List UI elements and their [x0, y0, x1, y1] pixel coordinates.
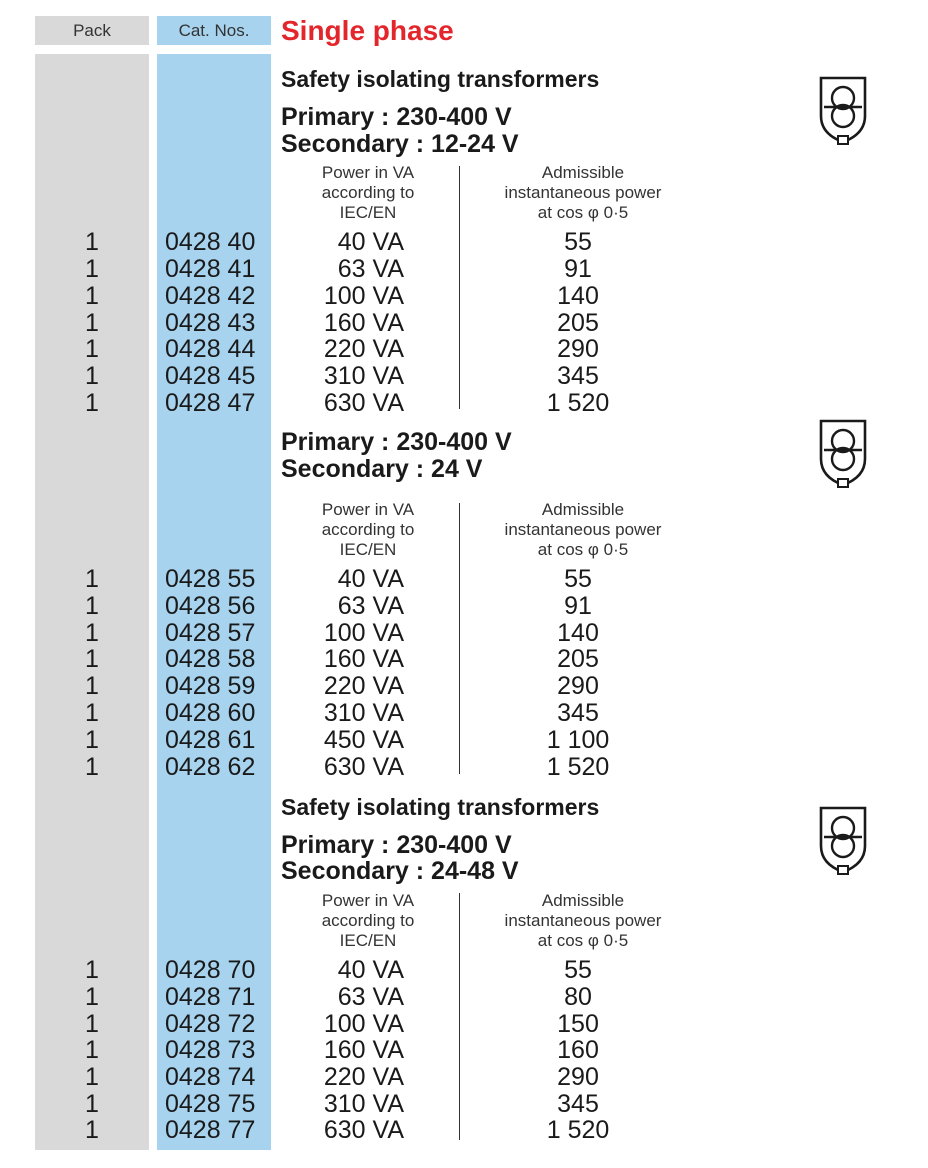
table-row: 1 0428 41 63 VA 91	[85, 255, 592, 283]
table-row: 1 0428 60 310 VA 345	[85, 699, 599, 727]
power-column-header: Power in VA according to IEC/EN	[321, 891, 415, 950]
secondary-voltage: Secondary : 24 V	[281, 455, 483, 483]
table-row: 1 0428 74 220 VA 290	[85, 1063, 599, 1091]
table-row: 1 0428 61 450 VA 1 100	[85, 726, 610, 754]
table-row: 1 0428 45 310 VA 345	[85, 362, 599, 390]
section-heading: Safety isolating transformers	[281, 66, 600, 92]
admissible-column-header: Admissible instantaneous power at cos φ 0·5	[504, 500, 662, 559]
safety-transformer-symbol-icon	[818, 419, 868, 489]
safety-transformer-symbol-icon	[818, 806, 868, 876]
admissible-column-header: Admissible instantaneous power at cos φ 0·5	[504, 891, 662, 950]
table-row: 1 0428 47 630 VA 1 520	[85, 389, 610, 417]
primary-voltage: Primary : 230-400 V	[281, 428, 512, 456]
table-row: 1 0428 43 160 VA 205	[85, 309, 599, 337]
table-row: 1 0428 44 220 VA 290	[85, 335, 599, 363]
table-row: 1 0428 56 63 VA 91	[85, 592, 592, 620]
primary-voltage: Primary : 230-400 V	[281, 831, 512, 859]
table-row: 1 0428 77 630 VA 1 520	[85, 1116, 610, 1144]
table-row: 1 0428 57 100 VA 140	[85, 619, 599, 647]
table-row: 1 0428 42 100 VA 140	[85, 282, 599, 310]
pack-column-label: Pack	[73, 21, 111, 40]
admissible-column-header: Admissible instantaneous power at cos φ 0·5	[504, 163, 662, 222]
secondary-voltage: Secondary : 24-48 V	[281, 857, 519, 885]
primary-voltage: Primary : 230-400 V	[281, 103, 512, 131]
table-row: 1 0428 70 40 VA 55	[85, 956, 592, 984]
table-row: 1 0428 72 100 VA 150	[85, 1010, 599, 1038]
secondary-voltage: Secondary : 12-24 V	[281, 130, 519, 158]
section-heading: Safety isolating transformers	[281, 794, 600, 820]
table-row: 1 0428 75 310 VA 345	[85, 1090, 599, 1118]
table-row: 1 0428 73 160 VA 160	[85, 1036, 599, 1064]
power-column-header: Power in VA according to IEC/EN	[321, 163, 415, 222]
table-row: 1 0428 71 63 VA 80	[85, 983, 592, 1011]
power-column-header: Power in VA according to IEC/EN	[321, 500, 415, 559]
table-row: 1 0428 58 160 VA 205	[85, 645, 599, 673]
table-row: 1 0428 55 40 VA 55	[85, 565, 592, 593]
table-row: 1 0428 62 630 VA 1 520	[85, 753, 610, 781]
safety-transformer-symbol-icon	[818, 76, 868, 146]
page-title: Single phase	[281, 15, 454, 46]
table-row: 1 0428 40 40 VA 55	[85, 228, 592, 256]
table-row: 1 0428 59 220 VA 290	[85, 672, 599, 700]
cat-column-label: Cat. Nos.	[178, 21, 250, 40]
